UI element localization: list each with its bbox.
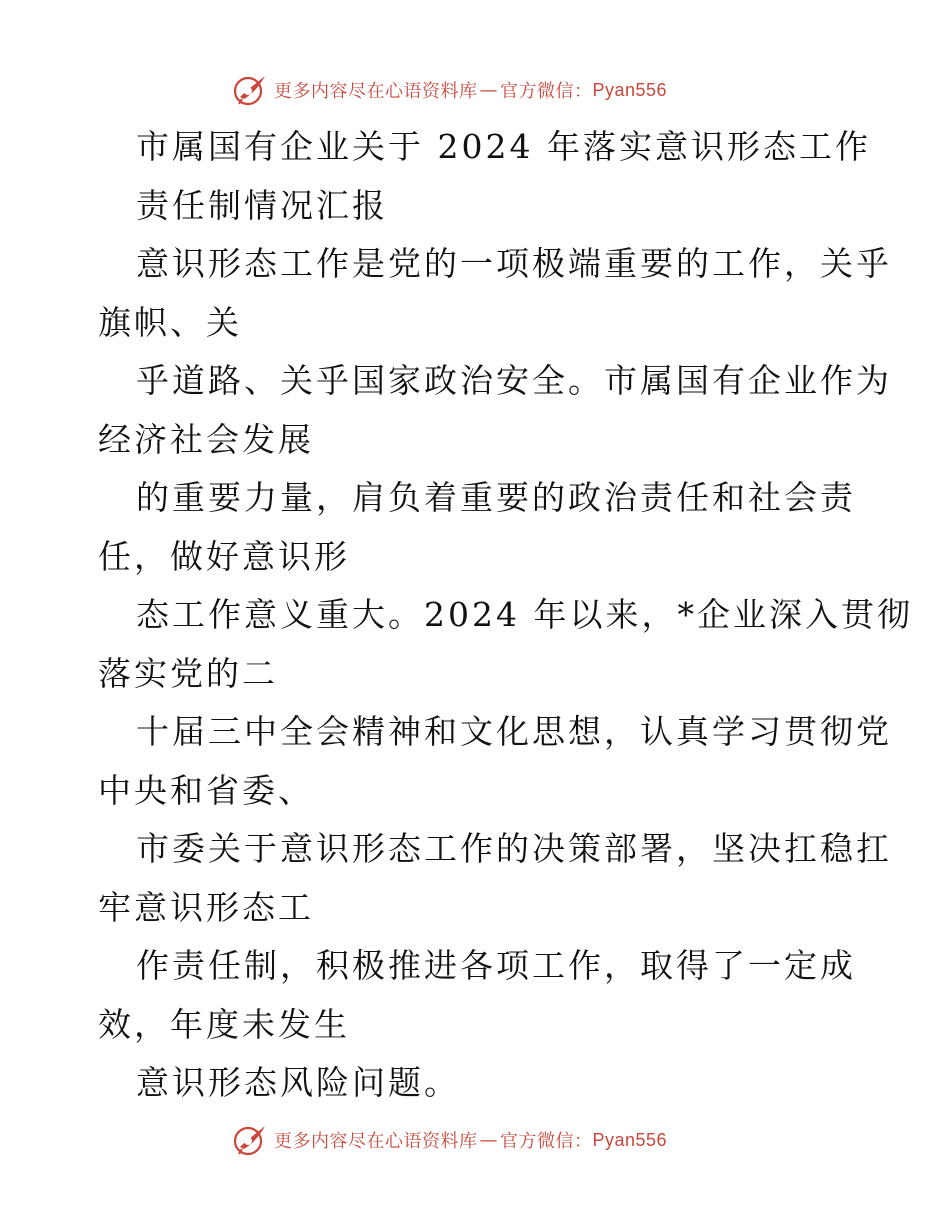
watermark-dash: — — [479, 79, 498, 101]
body-line: 十届三中全会精神和文化思想，认真学习贯彻党 — [136, 712, 892, 751]
body-line: 意识形态风险问题。 — [136, 1063, 460, 1102]
watermark-sub-text: 官方微信： — [500, 81, 593, 102]
body-line: 旗帜、关 — [98, 302, 242, 342]
body-line: 任，做好意识形 — [98, 536, 350, 576]
body-line: 态工作意义重大。2024 年以来，*企业深入贯彻 — [136, 595, 913, 634]
body-line: 牢意识形态工 — [98, 887, 314, 927]
body-line: 中央和省委、 — [98, 770, 314, 810]
body-line: 市委关于意识形态工作的决策部署，坚决扛稳扛 — [136, 829, 892, 868]
quill-pen-icon — [232, 1123, 268, 1157]
watermark-main-text: 更多内容尽在心语资料库 — [274, 1131, 478, 1152]
watermark-sub-text: 官方微信： — [500, 1131, 593, 1152]
title-line-1: 市属国有企业关于 2024 年落实意识形态工作 — [136, 127, 871, 166]
body-line: 的重要力量，肩负着重要的政治责任和社会责 — [136, 478, 856, 517]
body-line: 效，年度未发生 — [98, 1004, 350, 1044]
body-line: 经济社会发展 — [98, 419, 314, 459]
body-line: 乎道路、关乎国家政治安全。市属国有企业作为 — [136, 361, 892, 400]
watermark-footer — [232, 1123, 667, 1157]
watermark-id: Pyan556 — [592, 1129, 668, 1150]
body-line: 意识形态工作是党的一项极端重要的工作，关乎 — [136, 244, 892, 283]
body-line: 落实党的二 — [98, 653, 278, 693]
body-line: 作责任制，积极推进各项工作，取得了一定成 — [136, 946, 856, 985]
watermark-header — [232, 73, 667, 107]
document-body — [98, 118, 913, 1113]
watermark-main-text: 更多内容尽在心语资料库 — [274, 81, 478, 102]
quill-pen-icon — [232, 73, 268, 107]
watermark-id: Pyan556 — [592, 79, 668, 100]
watermark-dash: — — [479, 1129, 498, 1151]
title-line-2: 责任制情况汇报 — [136, 185, 388, 225]
